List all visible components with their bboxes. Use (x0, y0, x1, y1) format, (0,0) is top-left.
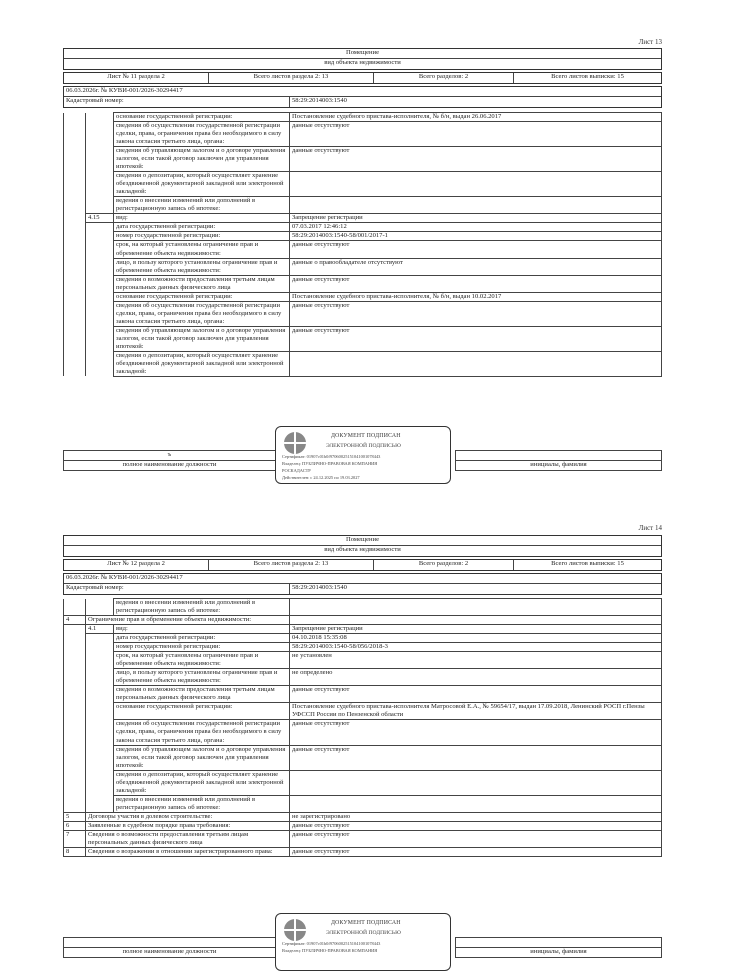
row-value: Постановление судебного пристава-исполнителя, № б/н, выдан 10.02.2017 (290, 292, 662, 301)
stamp-title: ДОКУМЕНТ ПОДПИСАН (331, 433, 401, 439)
document-ref-box (63, 86, 662, 108)
sub-number (86, 122, 114, 147)
row-number (64, 643, 86, 652)
row-label: основание государственной регистрации: (114, 292, 290, 301)
table-row (64, 223, 662, 232)
row-label: сведения о депозитарии, который осуществляет хранение обездвиженной документарной закладной или электронной закладной: (114, 172, 290, 197)
table-row (64, 652, 662, 669)
object-type-box (63, 535, 662, 557)
e-signature-stamp (275, 426, 451, 484)
row-number: 8 (64, 847, 86, 856)
row-value (290, 770, 662, 795)
row-label: сведения об осуществлении государственной регистрации сделки, права, ограничения права без необходимого в силу закона согласия третьего лица, органа: (114, 301, 290, 326)
row-label: ведения о внесении изменений или дополнений в регистрационную запись об ипотеке: (114, 795, 290, 812)
row-value: данные отсутствуют (290, 275, 662, 292)
table-row (64, 643, 662, 652)
row-label: сведения об осуществлении государственной регистрации сделки, права, ограничения права без необходимого в силу закона согласия третьего лица, органа: (114, 122, 290, 147)
cadastral-label: Кадастровый номер: (64, 584, 290, 594)
row-value: данные отсутствуют (290, 147, 662, 172)
table-row (64, 147, 662, 172)
row-number (64, 223, 86, 232)
section-total-sheets: Всего листов раздела 2: 13 (209, 560, 374, 570)
row-value: данные отсутствуют (290, 821, 662, 830)
row-value: Постановление судебного пристава-исполнителя, № б/н, выдан 26.06.2017 (290, 113, 662, 122)
sub-number (86, 275, 114, 292)
sub-number (86, 232, 114, 241)
table-row (64, 720, 662, 745)
row-value: данные отсутствуют (290, 241, 662, 258)
table-row (64, 847, 662, 856)
table-row (64, 301, 662, 326)
stamp-subtitle: ЭЛЕКТРОННОЙ ПОДПИСЬЮ (326, 443, 401, 449)
total-extract-sheets: Всего листов выписки: 15 (551, 73, 624, 80)
sub-number (86, 643, 114, 652)
sheet-of-section: Лист № 12 раздела 2 (64, 560, 209, 570)
table-row (64, 770, 662, 795)
table-row (64, 703, 662, 720)
row-number (64, 214, 86, 223)
object-type-box (63, 48, 662, 70)
row-number (64, 301, 86, 326)
row-label: сведения о депозитарии, который осуществляет хранение обездвиженной документарной закладной или электронной закладной: (114, 770, 290, 795)
table-row (64, 830, 662, 847)
stamp-owner: Владелец: ПУБЛИЧНО-ПРАВОВАЯ КОМПАНИЯ (282, 461, 378, 466)
row-number (64, 720, 86, 745)
row-label: лицо, в пользу которого установлены ограничение прав и обременение объекта недвижимости: (114, 669, 290, 686)
row-value: данные о правообладателе отсутствуют (290, 258, 662, 275)
row-value: данные отсутствуют (290, 326, 662, 351)
object-type: Помещение (345, 49, 380, 56)
row-number (64, 686, 86, 703)
row-label: сведения об управляющем залогом и о договоре управления залогом, если такой договор заключен для управления ипотекой: (114, 326, 290, 351)
sub-number (86, 351, 114, 376)
table-row (64, 616, 662, 625)
row-label: ведения о внесении изменений или дополнений в регистрационную запись об ипотеке: (114, 599, 290, 616)
row-value (290, 197, 662, 214)
stamp-certificate: Сертификат: 01907c01b0f97060025151041001078443 (282, 454, 381, 459)
row-number (64, 770, 86, 795)
table-row (64, 197, 662, 214)
object-type-caption: вид объекта недвижимости (324, 59, 401, 66)
stamp-owner-2: РОСКАДАСТР (282, 468, 311, 473)
e-signature-stamp (275, 913, 451, 971)
total-sections: Всего разделов: 2 (374, 73, 514, 83)
row-value (290, 351, 662, 376)
row-value (290, 616, 662, 625)
row-number: 7 (64, 830, 86, 847)
sub-number: 4.1 (86, 625, 114, 634)
sub-number: 4.15 (86, 214, 114, 223)
row-number (64, 599, 86, 616)
row-label: срок, на который установлены ограничение прав и обременение объекта недвижимости: (114, 241, 290, 258)
total-sections: Всего разделов: 2 (374, 560, 514, 570)
row-label: сведения о возможности предоставления третьим лицам персональных данных физического лица (114, 686, 290, 703)
sub-number (86, 669, 114, 686)
row-label: дата государственной регистрации: (114, 634, 290, 643)
sub-number (86, 197, 114, 214)
row-value: данные отсутствуют (290, 830, 662, 847)
row-label: сведения об управляющем залогом и о договоре управления залогом, если такой договор заключен для управления ипотекой: (114, 745, 290, 770)
sub-number (86, 258, 114, 275)
sub-number (86, 720, 114, 745)
row-value: 07.03.2017 12:46:12 (290, 223, 662, 232)
row-value: данные отсутствуют (290, 847, 662, 856)
row-label: дата государственной регистрации: (114, 223, 290, 232)
table-row (64, 172, 662, 197)
row-number (64, 351, 86, 376)
table-row (64, 241, 662, 258)
row-label: вид: (114, 625, 290, 634)
row-value: 04.10.2018 15:35:08 (290, 634, 662, 643)
table-row (64, 669, 662, 686)
row-label: основание государственной регистрации: (114, 703, 290, 720)
table-row (64, 214, 662, 223)
row-number (64, 625, 86, 634)
row-value (290, 599, 662, 616)
name-caption: инициалы, фамилия (456, 461, 662, 471)
registry-emblem-icon (284, 919, 306, 941)
row-number (64, 275, 86, 292)
sheet-of-section: Лист № 11 раздела 2 (64, 73, 209, 83)
sheet-number: Лист 13 (638, 38, 662, 46)
row-label: сведения об осуществлении государственной регистрации сделки, права, ограничения права без необходимого в силу закона согласия третьего лица, органа: (114, 720, 290, 745)
sub-number (86, 634, 114, 643)
row-value (290, 172, 662, 197)
sheet-number: Лист 14 (638, 524, 662, 532)
table-row (64, 113, 662, 122)
row-number (64, 292, 86, 301)
row-label: сведения о возможности предоставления третьим лицам персональных данных физического лица (114, 275, 290, 292)
row-label: Сведения о возражении в отношении зарегистрированного права: (86, 847, 290, 856)
row-number (64, 122, 86, 147)
table-row (64, 599, 662, 616)
sheet-info-row (63, 559, 662, 571)
sub-number (86, 223, 114, 232)
row-number (64, 669, 86, 686)
row-number (64, 258, 86, 275)
object-type-caption: вид объекта недвижимости (324, 546, 401, 553)
stamp-certificate: Сертификат: 01907c01b0f97060025151041001078443 (282, 941, 381, 946)
encumbrance-table (63, 112, 662, 377)
sub-number (86, 301, 114, 326)
signature-mark: ъ (64, 451, 276, 461)
row-number (64, 172, 86, 197)
row-number: 4 (64, 616, 86, 625)
document-reference: 06.03.2026г. № КУВИ-001/2026-30294417 (66, 574, 183, 581)
document-ref-box (63, 573, 662, 595)
table-row (64, 625, 662, 634)
sub-number (86, 652, 114, 669)
table-row (64, 122, 662, 147)
table-row (64, 258, 662, 275)
name-caption: инициалы, фамилия (456, 948, 662, 958)
sub-number (86, 745, 114, 770)
object-type: Помещение (345, 536, 380, 543)
row-label: Заявленные в судебном порядке права требования: (86, 821, 290, 830)
row-value: не зарегистрировано (290, 812, 662, 821)
sub-number (86, 326, 114, 351)
sub-number (86, 172, 114, 197)
row-label: лицо, в пользу которого установлены ограничение прав и обременение объекта недвижимости: (114, 258, 290, 275)
stamp-title: ДОКУМЕНТ ПОДПИСАН (331, 920, 401, 926)
row-number (64, 232, 86, 241)
table-row (64, 292, 662, 301)
row-value: Постановление судебного пристава-исполнителя Матросовой Е.А., № 59654/17, выдан 17.09.2018, Ленинский РОСП г.Пензы УФССП России по Пензенской области (290, 703, 662, 720)
row-number (64, 326, 86, 351)
row-value: данные отсутствуют (290, 745, 662, 770)
row-label: сведения об управляющем залогом и о договоре управления залогом, если такой договор заключен для управления ипотекой: (114, 147, 290, 172)
stamp-owner: Владелец: ПУБЛИЧНО-ПРАВОВАЯ КОМПАНИЯ (282, 948, 378, 953)
row-label: вид: (114, 214, 290, 223)
row-number (64, 241, 86, 258)
section-heading: Ограничение прав и обременение объекта недвижимости: (86, 616, 290, 625)
table-row (64, 795, 662, 812)
row-number (64, 197, 86, 214)
row-number: 5 (64, 812, 86, 821)
row-label: сведения о депозитарии, который осуществляет хранение обездвиженной документарной закладной или электронной закладной: (114, 351, 290, 376)
table-row (64, 232, 662, 241)
sub-number (86, 113, 114, 122)
table-row (64, 275, 662, 292)
total-extract-sheets: Всего листов выписки: 15 (551, 560, 624, 567)
row-number (64, 113, 86, 122)
row-label: основание государственной регистрации: (114, 113, 290, 122)
stamp-subtitle: ЭЛЕКТРОННОЙ ПОДПИСЬЮ (326, 930, 401, 936)
row-value: не установлен (290, 652, 662, 669)
table-row (64, 634, 662, 643)
signature-mark (64, 938, 276, 948)
table-row (64, 821, 662, 830)
row-value (290, 795, 662, 812)
signature-name-field (456, 451, 662, 461)
row-number (64, 634, 86, 643)
row-value: данные отсутствуют (290, 122, 662, 147)
position-caption: полное наименование должности (64, 948, 276, 958)
sheet-info-row (63, 72, 662, 84)
table-row (64, 326, 662, 351)
row-number (64, 147, 86, 172)
row-label: Сведения о возможности предоставления третьим лицам персональных данных физического лица (86, 830, 290, 847)
row-value: Запрещение регистрации (290, 214, 662, 223)
document-reference: 06.03.2026г. № КУВИ-001/2026-30294417 (66, 87, 183, 94)
row-value: данные отсутствуют (290, 686, 662, 703)
sub-number (86, 292, 114, 301)
sub-number (86, 599, 114, 616)
table-row (64, 812, 662, 821)
row-value: 58:29:2014003:1540-58/056/2018-3 (290, 643, 662, 652)
row-value: данные отсутствуют (290, 720, 662, 745)
row-value: данные отсутствуют (290, 301, 662, 326)
row-value: не определено (290, 669, 662, 686)
row-label: срок, на который установлены ограничение прав и обременение объекта недвижимости: (114, 652, 290, 669)
row-number (64, 703, 86, 720)
signature-name-field (456, 938, 662, 948)
sub-number (86, 703, 114, 720)
row-number: 6 (64, 821, 86, 830)
sub-number (86, 241, 114, 258)
row-label: номер государственной регистрации: (114, 232, 290, 241)
row-number (64, 795, 86, 812)
stamp-validity: Действителен: с 24.12.2025 по 19.03.2027 (282, 475, 360, 480)
sub-number (86, 147, 114, 172)
row-value: Запрещение регистрации (290, 625, 662, 634)
sub-number (86, 686, 114, 703)
position-caption: полное наименование должности (64, 461, 276, 471)
table-row (64, 745, 662, 770)
section-total-sheets: Всего листов раздела 2: 13 (209, 73, 374, 83)
sub-number (86, 770, 114, 795)
row-value: 58:29:2014003:1540-58/001/2017-1 (290, 232, 662, 241)
row-label: номер государственной регистрации: (114, 643, 290, 652)
cadastral-number: 58:29:2014003:1540 (292, 584, 347, 591)
cadastral-number: 58:29:2014003:1540 (292, 97, 347, 104)
table-row (64, 351, 662, 376)
table-row (64, 686, 662, 703)
cadastral-label: Кадастровый номер: (64, 97, 290, 107)
row-number (64, 652, 86, 669)
row-number (64, 745, 86, 770)
row-label: ведения о внесении изменений или дополнений в регистрационную запись об ипотеке: (114, 197, 290, 214)
sub-number (86, 795, 114, 812)
row-label: Договоры участия в долевом строительстве: (86, 812, 290, 821)
encumbrance-table (63, 598, 662, 857)
registry-emblem-icon (284, 432, 306, 454)
